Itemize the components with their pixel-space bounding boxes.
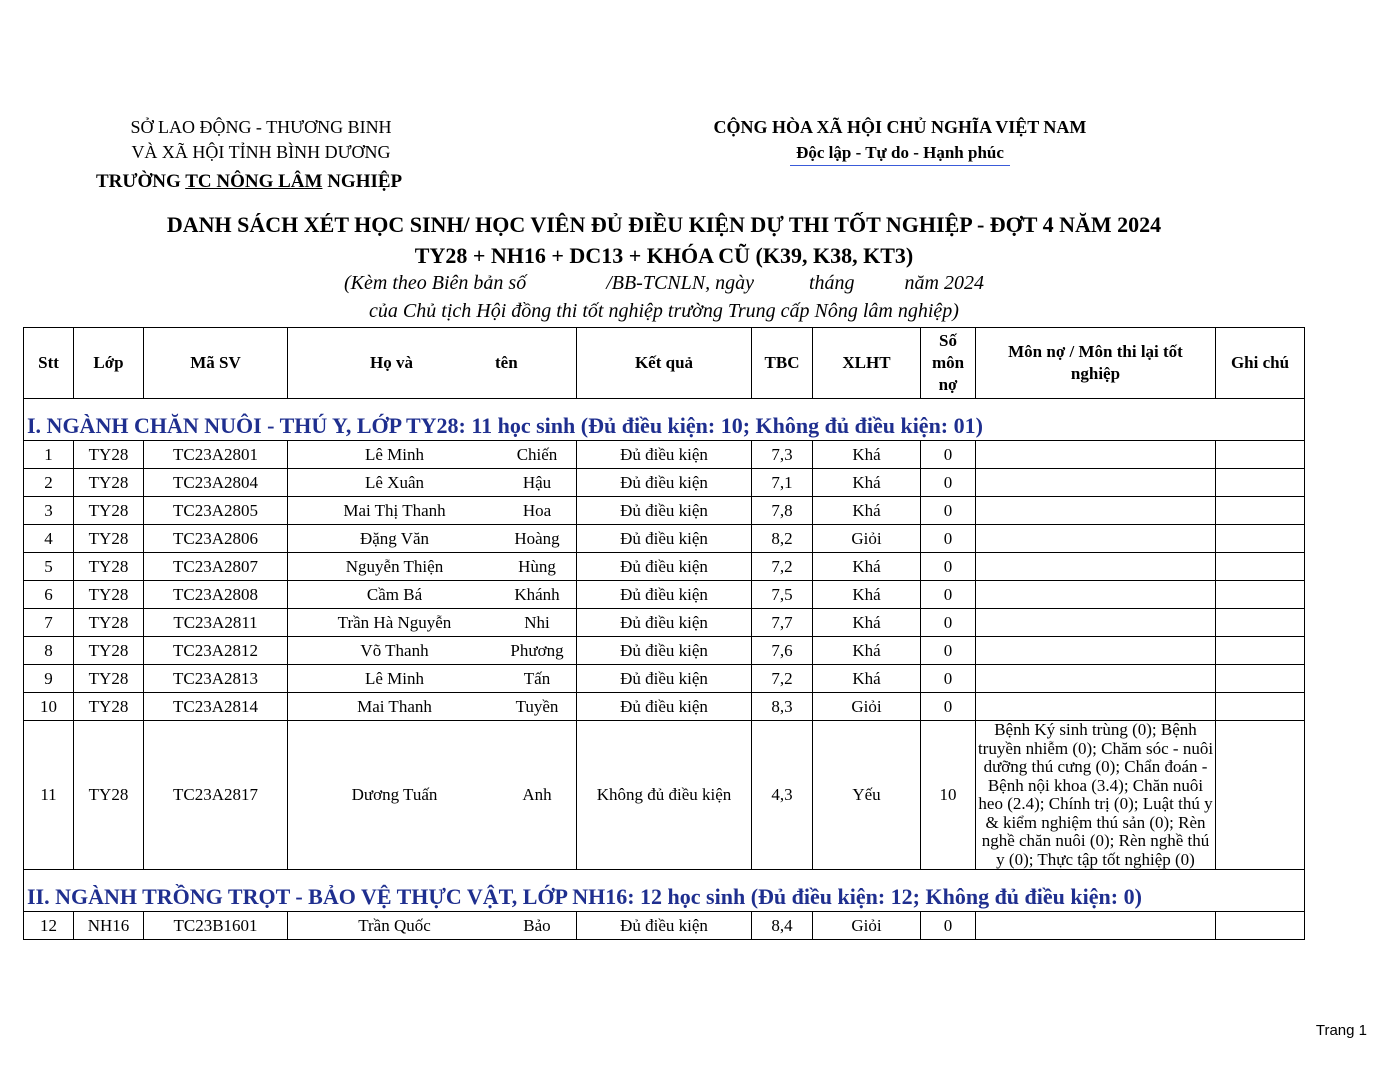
cell-ketqua: Đủ điều kiện	[577, 469, 752, 497]
cell-masv: TC23A2806	[144, 525, 288, 553]
attachment-note: (Kèm theo Biên bản số /BB-TCNLN, ngày tháng năm 2024	[344, 272, 984, 294]
cell-lop: TY28	[74, 469, 144, 497]
cell-lop: TY28	[74, 721, 144, 870]
col-tbc: TBC	[752, 328, 813, 399]
col-ghichu: Ghi chú	[1216, 328, 1305, 399]
cell-ten: Nhi	[524, 612, 550, 632]
cell-hoten	[288, 721, 577, 870]
section-row	[24, 870, 1305, 912]
cell-monno	[976, 609, 1216, 637]
agency-header	[96, 115, 426, 194]
cell-masv: TC23A2811	[144, 609, 288, 637]
cell-ghichu	[1216, 912, 1305, 940]
col-somon-3: nợ	[938, 375, 958, 394]
cell-stt: 7	[24, 609, 74, 637]
cell-ketqua: Đủ điều kiện	[577, 665, 752, 693]
cell-xlht: Khá	[813, 609, 921, 637]
cell-somon: 0	[921, 665, 976, 693]
cell-hoten	[288, 637, 577, 665]
cell-ketqua: Đủ điều kiện	[577, 525, 752, 553]
cell-ketqua: Không đủ điều kiện	[577, 721, 752, 870]
cell-somon: 10	[921, 721, 976, 870]
cell-ten: Hoa	[522, 500, 552, 520]
cell-stt: 12	[24, 912, 74, 940]
cell-somon: 0	[921, 497, 976, 525]
col-somon-2: môn	[931, 353, 965, 372]
cell-xlht: Khá	[813, 497, 921, 525]
section-title: I. NGÀNH CHĂN NUÔI - THÚ Y, LỚP TY28: 11 học sinh (Đủ điều kiện: 10; Không đủ điều kiện: 01)	[24, 399, 1305, 441]
cell-masv: TC23A2804	[144, 469, 288, 497]
cell-ghichu	[1216, 525, 1305, 553]
cell-lop: TY28	[74, 525, 144, 553]
cell-xlht: Giỏi	[813, 693, 921, 721]
cell-hoten	[288, 469, 577, 497]
cell-ghichu	[1216, 469, 1305, 497]
cell-hoten	[288, 609, 577, 637]
cell-ho: Võ Thanh	[360, 640, 429, 660]
table-row	[24, 693, 1305, 721]
cell-xlht: Khá	[813, 581, 921, 609]
col-ketqua: Kết quả	[577, 328, 752, 399]
cell-xlht: Giỏi	[813, 525, 921, 553]
cell-ten: Khánh	[514, 584, 560, 604]
cell-lop: TY28	[74, 609, 144, 637]
cell-masv: TC23A2814	[144, 693, 288, 721]
table-row	[24, 581, 1305, 609]
cell-ten: Bảo	[523, 915, 551, 935]
col-lop: Lớp	[74, 328, 144, 399]
section-title: II. NGÀNH TRỒNG TRỌT - BẢO VỆ THỰC VẬT, LỚP NH16: 12 học sinh (Đủ điều kiện: 12; Không đủ điều kiện: 0)	[24, 870, 1305, 912]
cell-ten: Phương	[510, 640, 564, 660]
school-name	[96, 169, 426, 194]
table-row	[24, 497, 1305, 525]
cell-ho: Dương Tuấn	[351, 785, 438, 804]
cell-ho: Trần Quốc	[358, 915, 431, 935]
col-somon	[921, 328, 976, 399]
student-table	[23, 327, 1305, 940]
cell-somon: 0	[921, 637, 976, 665]
cell-masv: TC23A2807	[144, 553, 288, 581]
cell-ghichu	[1216, 497, 1305, 525]
col-stt: Stt	[24, 328, 74, 399]
cell-xlht: Giỏi	[813, 912, 921, 940]
cell-xlht: Khá	[813, 553, 921, 581]
cell-stt: 8	[24, 637, 74, 665]
cell-ketqua: Đủ điều kiện	[577, 553, 752, 581]
cell-monno: Bệnh Ký sinh trùng (0); Bệnh truyền nhiễm (0); Chăm sóc - nuôi dưỡng thú cưng (0); Chẩn đoán - Bệnh nội khoa (3.4); Chăn nuôi heo (2.4); Chính trị (0); Luật thú y & kiểm nghiệm thú sản (0); Rèn nghề chăn nuôi (0); Rèn nghề thú y (0); Thực tập tốt nghiệp (0)	[976, 721, 1216, 870]
section-row	[24, 399, 1305, 441]
cell-xlht: Khá	[813, 441, 921, 469]
cell-ketqua: Đủ điều kiện	[577, 441, 752, 469]
cell-lop: NH16	[74, 912, 144, 940]
table-row	[24, 609, 1305, 637]
cell-stt: 6	[24, 581, 74, 609]
cell-hoten	[288, 553, 577, 581]
cell-masv: TC23A2808	[144, 581, 288, 609]
cell-ten: Hậu	[522, 472, 552, 492]
document-title: DANH SÁCH XÉT HỌC SINH/ HỌC VIÊN ĐỦ ĐIỀU KIỆN DỰ THI TỐT NGHIỆP - ĐỢT 4 NĂM 2024	[166, 212, 1162, 237]
cell-masv: TC23B1601	[144, 912, 288, 940]
cell-hoten	[288, 693, 577, 721]
cell-monno	[976, 581, 1216, 609]
cell-tbc: 8,3	[752, 693, 813, 721]
cell-monno	[976, 497, 1216, 525]
cell-somon: 0	[921, 469, 976, 497]
cell-ho: Mai Thị Thanh	[343, 500, 446, 520]
cell-ketqua: Đủ điều kiện	[577, 497, 752, 525]
cell-masv: TC23A2813	[144, 665, 288, 693]
agency-line-1: SỞ LAO ĐỘNG - THƯƠNG BINH	[130, 117, 392, 137]
document-subtitle: TY28 + NH16 + DC13 + KHÓA CŨ (K39, K38, KT3)	[414, 243, 914, 268]
col-somon-1: Số	[939, 331, 957, 350]
cell-stt: 2	[24, 469, 74, 497]
col-xlht: XLHT	[813, 328, 921, 399]
cell-hoten	[288, 525, 577, 553]
cell-ten: Anh	[522, 785, 552, 804]
cell-masv: TC23A2805	[144, 497, 288, 525]
col-ho: Họ và	[370, 353, 413, 372]
cell-somon: 0	[921, 912, 976, 940]
cell-ten: Tuyền	[515, 696, 559, 716]
cell-ho: Đặng Văn	[359, 528, 430, 548]
cell-lop: TY28	[74, 553, 144, 581]
cell-tbc: 7,7	[752, 609, 813, 637]
cell-hoten	[288, 665, 577, 693]
cell-tbc: 8,2	[752, 525, 813, 553]
cell-lop: TY28	[74, 637, 144, 665]
cell-lop: TY28	[74, 693, 144, 721]
cell-xlht: Khá	[813, 637, 921, 665]
cell-monno	[976, 912, 1216, 940]
cell-ketqua: Đủ điều kiện	[577, 637, 752, 665]
republic-name: CỘNG HÒA XÃ HỘI CHỦ NGHĨA VIỆT NAM	[713, 117, 1087, 137]
cell-hoten	[288, 912, 577, 940]
table-row	[24, 441, 1305, 469]
cell-ghichu	[1216, 581, 1305, 609]
cell-lop: TY28	[74, 581, 144, 609]
national-motto: Độc lập - Tự do - Hạnh phúc	[790, 140, 1010, 166]
header-row	[24, 328, 1305, 399]
cell-ten: Tấn	[523, 668, 551, 688]
cell-lop: TY28	[74, 497, 144, 525]
table-row	[24, 912, 1305, 940]
cell-ho: Lê Xuân	[364, 472, 424, 492]
cell-tbc: 7,1	[752, 469, 813, 497]
cell-ghichu	[1216, 637, 1305, 665]
table-row	[24, 665, 1305, 693]
cell-stt: 10	[24, 693, 74, 721]
table-row	[24, 525, 1305, 553]
col-ten: tên	[495, 353, 518, 372]
school-suffix: NGHIỆP	[322, 171, 403, 192]
cell-ho: Cầm Bá	[366, 584, 423, 604]
cell-ketqua: Đủ điều kiện	[577, 609, 752, 637]
col-hoten	[288, 328, 577, 399]
cell-somon: 0	[921, 553, 976, 581]
cell-monno	[976, 665, 1216, 693]
cell-ghichu	[1216, 553, 1305, 581]
cell-ten: Hoàng	[514, 528, 560, 548]
cell-tbc: 7,5	[752, 581, 813, 609]
cell-ho: Lê Minh	[364, 444, 425, 464]
cell-tbc: 7,8	[752, 497, 813, 525]
cell-stt: 5	[24, 553, 74, 581]
cell-ketqua: Đủ điều kiện	[577, 912, 752, 940]
agency-line-2: VÀ XÃ HỘI TỈNH BÌNH DƯƠNG	[131, 142, 391, 162]
council-note: của Chủ tịch Hội đồng thi tốt nghiệp trường Trung cấp Nông lâm nghiệp)	[369, 300, 959, 322]
cell-ghichu	[1216, 665, 1305, 693]
cell-tbc: 7,3	[752, 441, 813, 469]
republic-header	[640, 115, 1160, 166]
cell-monno	[976, 525, 1216, 553]
cell-stt: 9	[24, 665, 74, 693]
cell-monno	[976, 553, 1216, 581]
cell-ghichu	[1216, 693, 1305, 721]
cell-ho: Trần Hà Nguyễn	[337, 612, 452, 632]
cell-masv: TC23A2812	[144, 637, 288, 665]
cell-stt: 11	[24, 721, 74, 870]
cell-monno	[976, 469, 1216, 497]
cell-ten: Chiến	[516, 444, 558, 464]
col-monno: Môn nợ / Môn thi lại tốt nghiệp	[976, 328, 1216, 399]
cell-ghichu	[1216, 441, 1305, 469]
cell-lop: TY28	[74, 441, 144, 469]
cell-xlht: Yếu	[813, 721, 921, 870]
cell-xlht: Khá	[813, 469, 921, 497]
cell-hoten	[288, 441, 577, 469]
cell-masv: TC23A2817	[144, 721, 288, 870]
cell-ten: Hùng	[518, 556, 556, 576]
page-number: Trang 1	[1315, 1022, 1367, 1039]
cell-stt: 1	[24, 441, 74, 469]
cell-ketqua: Đủ điều kiện	[577, 693, 752, 721]
cell-ho: Mai Thanh	[357, 696, 432, 716]
cell-hoten	[288, 497, 577, 525]
cell-xlht: Khá	[813, 665, 921, 693]
cell-tbc: 7,6	[752, 637, 813, 665]
table-row	[24, 553, 1305, 581]
cell-ketqua: Đủ điều kiện	[577, 581, 752, 609]
cell-tbc: 4,3	[752, 721, 813, 870]
school-prefix: TRƯỜNG	[96, 171, 186, 192]
cell-tbc: 7,2	[752, 553, 813, 581]
school-underlined: TC NÔNG LÂM	[185, 171, 323, 192]
cell-tbc: 7,2	[752, 665, 813, 693]
col-masv: Mã SV	[144, 328, 288, 399]
cell-ghichu	[1216, 721, 1305, 870]
cell-ghichu	[1216, 609, 1305, 637]
cell-monno	[976, 693, 1216, 721]
cell-ho: Nguyễn Thiện	[345, 556, 444, 576]
cell-somon: 0	[921, 525, 976, 553]
cell-monno	[976, 637, 1216, 665]
cell-stt: 3	[24, 497, 74, 525]
table-row	[24, 721, 1305, 870]
cell-masv: TC23A2801	[144, 441, 288, 469]
cell-hoten	[288, 581, 577, 609]
cell-lop: TY28	[74, 665, 144, 693]
cell-somon: 0	[921, 693, 976, 721]
cell-somon: 0	[921, 441, 976, 469]
cell-stt: 4	[24, 525, 74, 553]
cell-ho: Lê Minh	[364, 668, 425, 688]
cell-tbc: 8,4	[752, 912, 813, 940]
table-row	[24, 637, 1305, 665]
cell-monno	[976, 441, 1216, 469]
table-row	[24, 469, 1305, 497]
cell-somon: 0	[921, 609, 976, 637]
cell-somon: 0	[921, 581, 976, 609]
